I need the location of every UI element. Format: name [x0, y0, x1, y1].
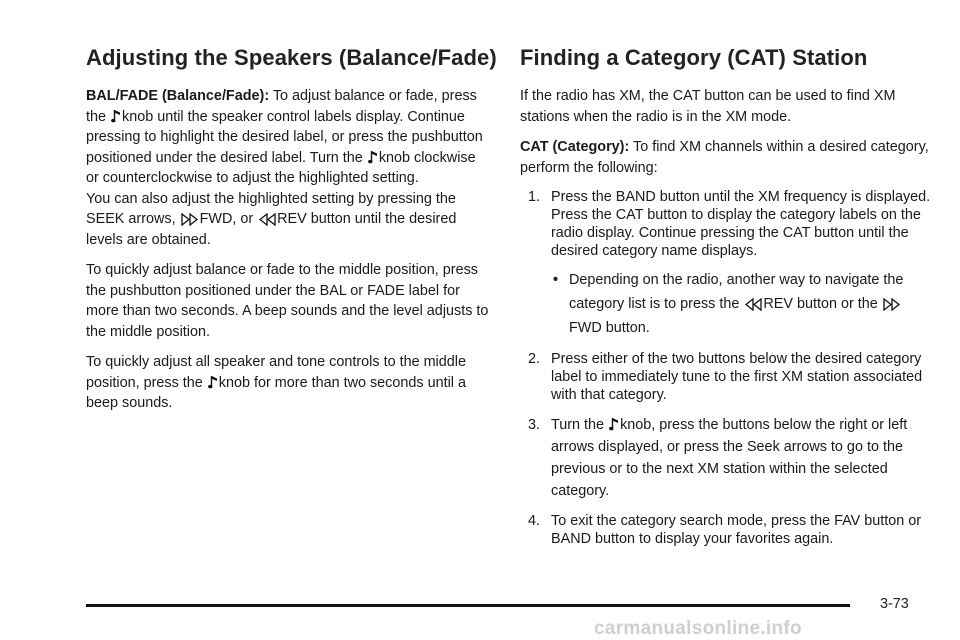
step-text: Press either of the two buttons below the desired category label to immediately tune to the first XM station associated with that category. [551, 351, 923, 403]
text-segment: To adjust balance or fade, press the [86, 88, 477, 125]
step-text: Press the BAND button until the XM frequency is displayed. Press the CAT button to display the category labels on the radio display. Continue pressing the CAT button until the desired category name displays. [551, 189, 931, 259]
seek-reverse-icon [744, 298, 762, 311]
seek-forward-icon [883, 298, 901, 311]
text-segment: REV button until the desired levels are obtained. [86, 211, 457, 248]
text-segment: knob for more than two seconds until a beep sounds. [86, 374, 466, 411]
footer-rule [86, 604, 850, 607]
steps-list [520, 188, 932, 548]
list-item [520, 188, 932, 340]
text-segment: To find XM channels within a desired category, perform the following: [520, 139, 929, 176]
text-segment: FWD, or [199, 211, 258, 227]
music-note-knob-icon [368, 150, 378, 165]
text-segment: knob clockwise or counterclockwise to adjust the highlighted setting. [86, 149, 476, 186]
music-note-knob-icon [208, 375, 218, 390]
text-segment: To quickly adjust all speaker and tone controls to the middle position, press the [86, 354, 466, 391]
paragraph-bal-fade [86, 86, 491, 250]
music-note-knob-icon [609, 417, 619, 432]
bullet-item [551, 268, 932, 340]
right-column [520, 40, 932, 558]
step-number: 4. [528, 513, 541, 529]
step-text: To exit the category search mode, press the FAV button or BAND button to display your favorites again. [551, 513, 922, 547]
page-number: 3-73 [880, 596, 909, 612]
list-item [520, 414, 932, 502]
text-segment: You can also adjust the highlighted setting by pressing the SEEK arrows, [86, 190, 456, 227]
heading-speakers: Adjusting the Speakers (Balance/Fade) [86, 45, 497, 70]
paragraph-middle-position: To quickly adjust balance or fade to the middle position, press the pushbutton positioned under the BAL or FADE label for more than two seconds. A beep sounds and the level adjusts to the middle position. [86, 262, 489, 340]
step-number: 1. [528, 189, 541, 205]
watermark: carmanualsonline.info [594, 618, 802, 639]
step-number: 3. [528, 417, 541, 433]
text-segment: Turn the [551, 417, 609, 433]
paragraph-reset-all [86, 352, 491, 414]
text-segment: knob, press the buttons below the right or left arrows displayed, or press the Seek arrows to go to the previous or to the next XM station within the selected category. [551, 417, 908, 499]
left-column [86, 40, 497, 424]
term-cat: CAT (Category): [520, 139, 630, 155]
paragraph-cat-intro: If the radio has XM, the CAT button can be used to find XM stations when the radio is in the XM mode. [520, 88, 896, 125]
step-number: 2. [528, 351, 541, 367]
bullet-mark: • [553, 272, 559, 288]
text-segment: knob until the speaker control labels display. Continue pressing to highlight the desired label, or press the pushbutton positioned under the desired label. Turn the [86, 108, 483, 166]
list-item [520, 350, 932, 404]
paragraph-cat-term [520, 137, 932, 178]
heading-category-station: Finding a Category (CAT) Station [520, 45, 868, 70]
music-note-knob-icon [111, 109, 121, 124]
text-segment: REV button or the [763, 296, 882, 312]
list-item [520, 512, 932, 548]
seek-reverse-icon [258, 213, 276, 226]
seek-forward-icon [181, 213, 199, 226]
text-segment: Depending on the radio, another way to navigate the category list is to press the [569, 272, 904, 312]
term-bal-fade: BAL/FADE (Balance/Fade): [86, 88, 270, 104]
text-segment: FWD button. [569, 320, 650, 336]
